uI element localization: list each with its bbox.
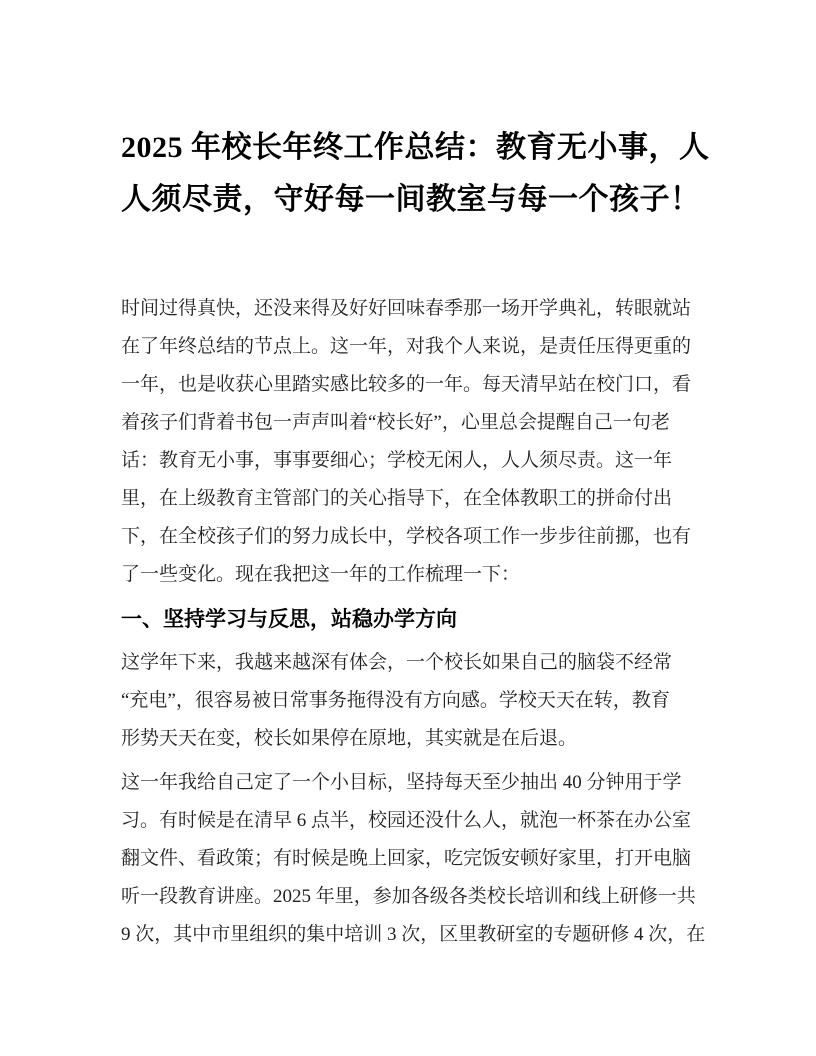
paragraph (121, 764, 706, 954)
text-line: “充电”，很容易被日常事务拖得没有方向感。学校天天在转，教育 (121, 690, 670, 711)
paragraph (121, 290, 698, 594)
text-line: 了一些变化。现在我把这一年的工作梳理一下： (121, 564, 521, 585)
text-line: 这学年下来，我越来越深有体会，一个校长如果自己的脑袋不经常 (121, 652, 673, 673)
text-line: 9 次，其中市里组织的集中培训 3 次，区里教研室的专题研修 4 次，在 (121, 924, 706, 945)
text-line: 里，在上级教育主管部门的关心指导下，在全体教职工的拼命付出 (121, 488, 673, 509)
text-line: 翻文件、看政策；有时候是晚上回家，吃完饭安顿好家里，打开电脑 (121, 848, 692, 869)
document-title-line-2: 人须尽责，守好每一间教室与每一个孩子！ (121, 183, 701, 216)
document-title (121, 122, 710, 226)
text-line: 在了年终总结的节点上。这一年，对我个人来说，是责任压得更重的 (121, 336, 692, 357)
text-line: 这一年我给自己定了一个小目标，坚持每天至少抽出 40 分钟用于学 (121, 772, 682, 793)
text-line: 话：教育无小事，事事要细心；学校无闲人，人人须尽责。这一年 (121, 450, 673, 471)
document-title-line-1: 2025 年校长年终工作总结：教育无小事，人 (121, 131, 710, 164)
text-line: 着孩子们背着书包一声声叫着“校长好”，心里总会提醒自己一句老 (121, 412, 670, 433)
paragraph (121, 644, 698, 758)
text-line: 下，在全校孩子们的努力成长中，学校各项工作一步步往前挪，也有 (121, 526, 692, 547)
text-line: 听一段教育讲座。2025 年里，参加各级各类校长培训和线上研修一共 (121, 886, 696, 907)
text-line: 时间过得真快，还没来得及好好回味春季那一场开学典礼，转眼就站 (121, 298, 692, 319)
text-line: 一年，也是收获心里踏实感比较多的一年。每天清早站在校门口，看 (121, 374, 692, 395)
text-line: 习。有时候是在清早 6 点半，校园还没什么人，就泡一杯茶在办公室 (121, 810, 692, 831)
section-heading: 一、坚持学习与反思，站稳办学方向 (121, 607, 457, 631)
text-line: 形势天天在变，校长如果停在原地，其实就是在后退。 (121, 728, 578, 749)
document-body (121, 290, 706, 954)
